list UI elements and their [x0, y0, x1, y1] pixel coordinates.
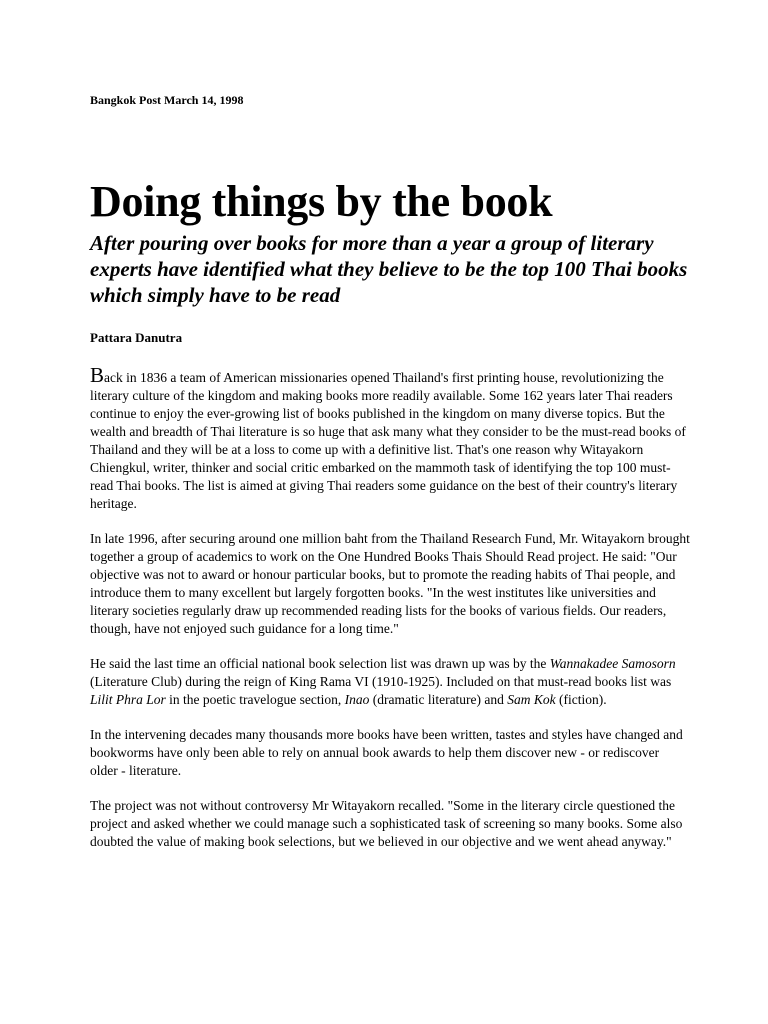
paragraph-3-text-2: (Literature Club) during the reign of King Rama VI (1910-1925). Included on that must-read books list was — [90, 674, 672, 689]
paragraph-3-text-3: in the poetic travelogue section, — [165, 692, 345, 707]
paragraph-3-text-1: He said the last time an official national book selection list was drawn up was by the — [90, 656, 550, 671]
byline: Pattara Danutra — [90, 330, 183, 345]
paragraph-3-text-5: (fiction). — [555, 692, 607, 707]
article — [90, 92, 690, 868]
title-inao: Inao — [344, 692, 370, 707]
headline: Doing things by the book — [90, 177, 553, 226]
title-sam-kok: Sam Kok — [507, 692, 556, 707]
paragraph-2: In late 1996, after securing around one million baht from the Thailand Research Fund, Mr. Witayakorn brought together a group of academics to work on the One Hundred Books Thais Should Read project. He said: "Our objective was not to award or honour particular books, but to promote the reading habits of Thai people, and introduce them to many excellent but largely forgotten books. "In the west institutes like universities and literary societies regularly draw up recommended reading lists for the books of various fields. Our readers, though, have not enjoyed such guidance for a long time." — [90, 531, 690, 636]
paragraph-3-text-4: (dramatic literature) and — [369, 692, 508, 707]
drop-cap: B — [90, 363, 105, 387]
paragraph-5: The project was not without controversy Mr Witayakorn recalled. "Some in the literary circle questioned the project and asked whether we could manage such a sophisticated task of screening so many books. Some also doubted the value of making book selections, but we believed in our objective and we went ahead anyway." — [90, 798, 683, 849]
paragraph-1-text: ack in 1836 a team of American missionaries opened Thailand's first printing house, revolutionizing the literary culture of the kingdom and making books more readily available. Some 162 years later Thai readers continue to enjoy the ever-growing list of books published in the kingdom on many diverse topics. But the wealth and breadth of Thai literature is so huge that ask many what they consider to be the must-read books of Thailand and they will be at a loss to come up with a definitive list. That's one reason why Witayakorn Chiengkul, writer, thinker and social critic embarked on the mammoth task of identifying the top 100 must-read Thai books. The list is aimed at giving Thai readers some guidance on the best of their country's literary heritage. — [90, 370, 686, 511]
title-lilit-phra-lor: Lilit Phra Lor — [90, 692, 166, 707]
paragraph-1 — [90, 363, 690, 513]
source-line: Bangkok Post March 14, 1998 — [90, 93, 244, 107]
subheadline: After pouring over books for more than a year a group of literary experts have identified what they believe to be the top 100 Thai books which simply have to be read — [90, 231, 688, 307]
title-wannakadee-samosorn: Wannakadee Samosorn — [549, 656, 676, 671]
paragraph-4: In the intervening decades many thousands more books have been written, tastes and styles have changed and bookworms have only been able to rely on annual book awards to help them discover new - or rediscover older - literature. — [90, 727, 683, 778]
paragraph-3 — [90, 655, 690, 709]
